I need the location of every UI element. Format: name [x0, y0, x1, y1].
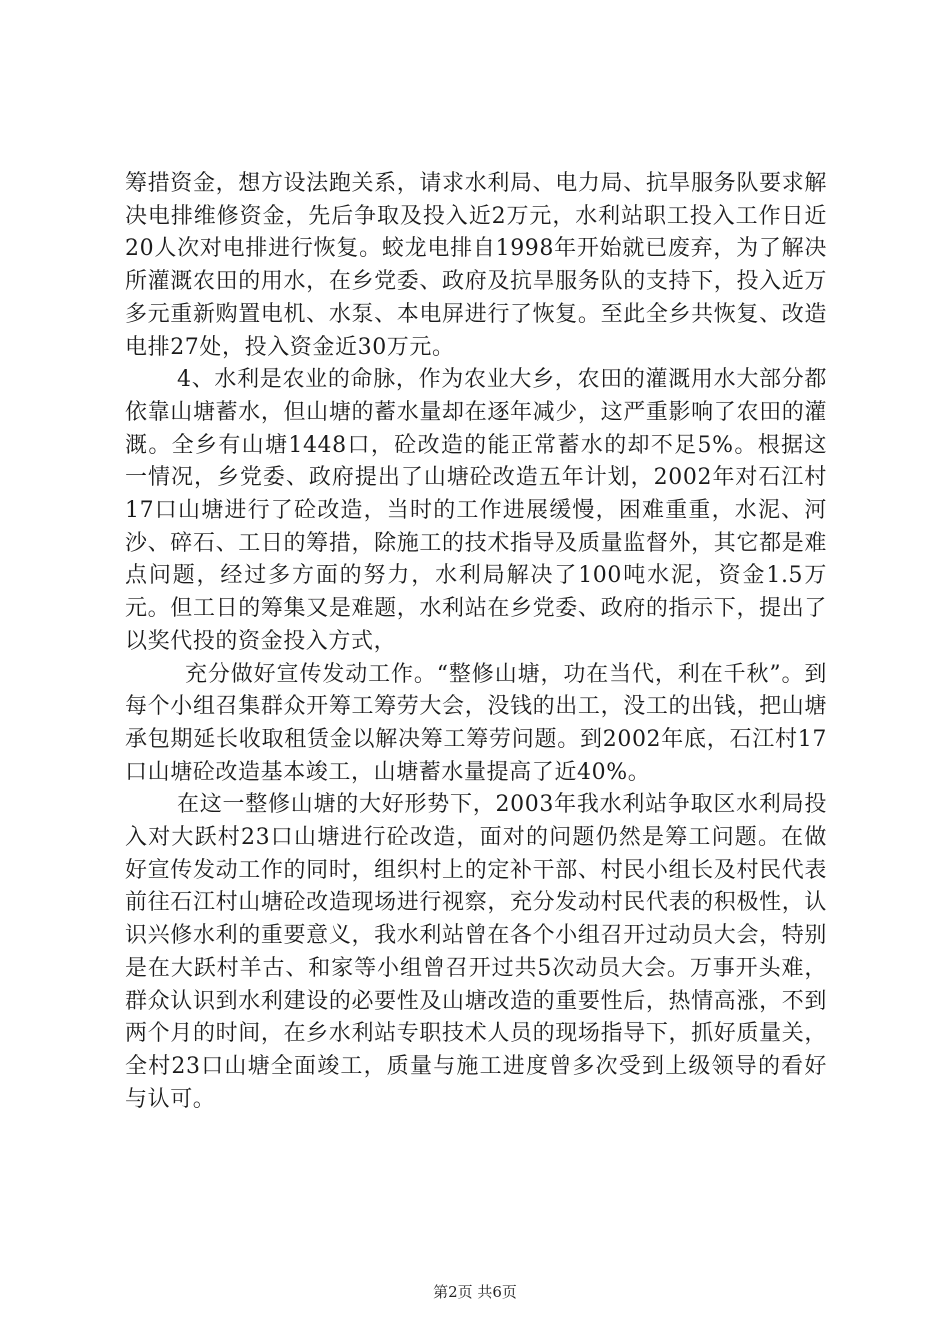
paragraph-reservoir-plan: 4、水利是农业的命脉，作为农业大乡，农田的灌溉用水大部分都依靠山塘蓄水，但山塘的蓄水量却在逐年减少，这严重影响了农田的灌溉。全乡有山塘1448口，砼改造的能正常蓄水的却不足5%。根据这一情况，乡党委、政府提出了山塘砼改造五年计划，2002年对石江村17口山塘进行了砼改造，当时的工作进展缓慢，困难重重，水泥、河沙、碎石、工日的筹措，除施工的技术指导及质量监督外，其它都是难点问题，经过多方面的努力，水利局解决了100吨水泥，资金1.5万元。但工日的筹集又是难题，水利站在乡党委、政府的指示下，提出了以奖代投的资金投入方式，	[125, 367, 827, 654]
paragraph-funding: 筹措资金，想方设法跑关系，请求水利局、电力局、抗旱服务队要求解决电排维修资金，先后争取及投入近2万元，水利站职工投入工作日近20人次对电排进行恢复。蛟龙电排自1998年开始就已废弃，为了解决所灌溉农田的用水，在乡党委、政府及抗旱服务队的支持下，投入近万多元重新购置电机、水泵、本电屏进行了恢复。至此全乡共恢复、改造电排27处，投入资金近30万元。	[125, 171, 827, 360]
page-number: 第2页 共6页	[433, 1283, 517, 1301]
document-body	[125, 168, 827, 1116]
paragraph-dayue-village: 在这一整修山塘的大好形势下，2003年我水利站争取区水利局投入对大跃村23口山塘进行砼改造，面对的问题仍然是筹工问题。在做好宣传发动工作的同时，组织村上的定补干部、村民小组长及村民代表前往石江村山塘砼改造现场进行视察，充分发动村民代表的积极性，认识兴修水利的重要意义，我水利站曾在各个小组召开过动员大会，特别是在大跃村羊古、和家等小组曾召开过共5次动员大会。万事开头难，群众认识到水利建设的必要性及山塘改造的重要性后，热情高涨，不到两个月的时间，在乡水利站专职技术人员的现场指导下，抓好质量关，全村23口山塘全面竣工，质量与施工进度曾多次受到上级领导的看好与认可。	[125, 792, 827, 1112]
paragraph-publicity: 充分做好宣传发动工作。“整修山塘，功在当代，利在千秋”。到每个小组召集群众开筹工筹劳大会，没钱的出工，没工的出钱，把山塘承包期延长收取租赁金以解决筹工筹劳问题。到2002年底，石江村17口山塘砼改造基本竣工，山塘蓄水量提高了近40%。	[125, 661, 827, 785]
